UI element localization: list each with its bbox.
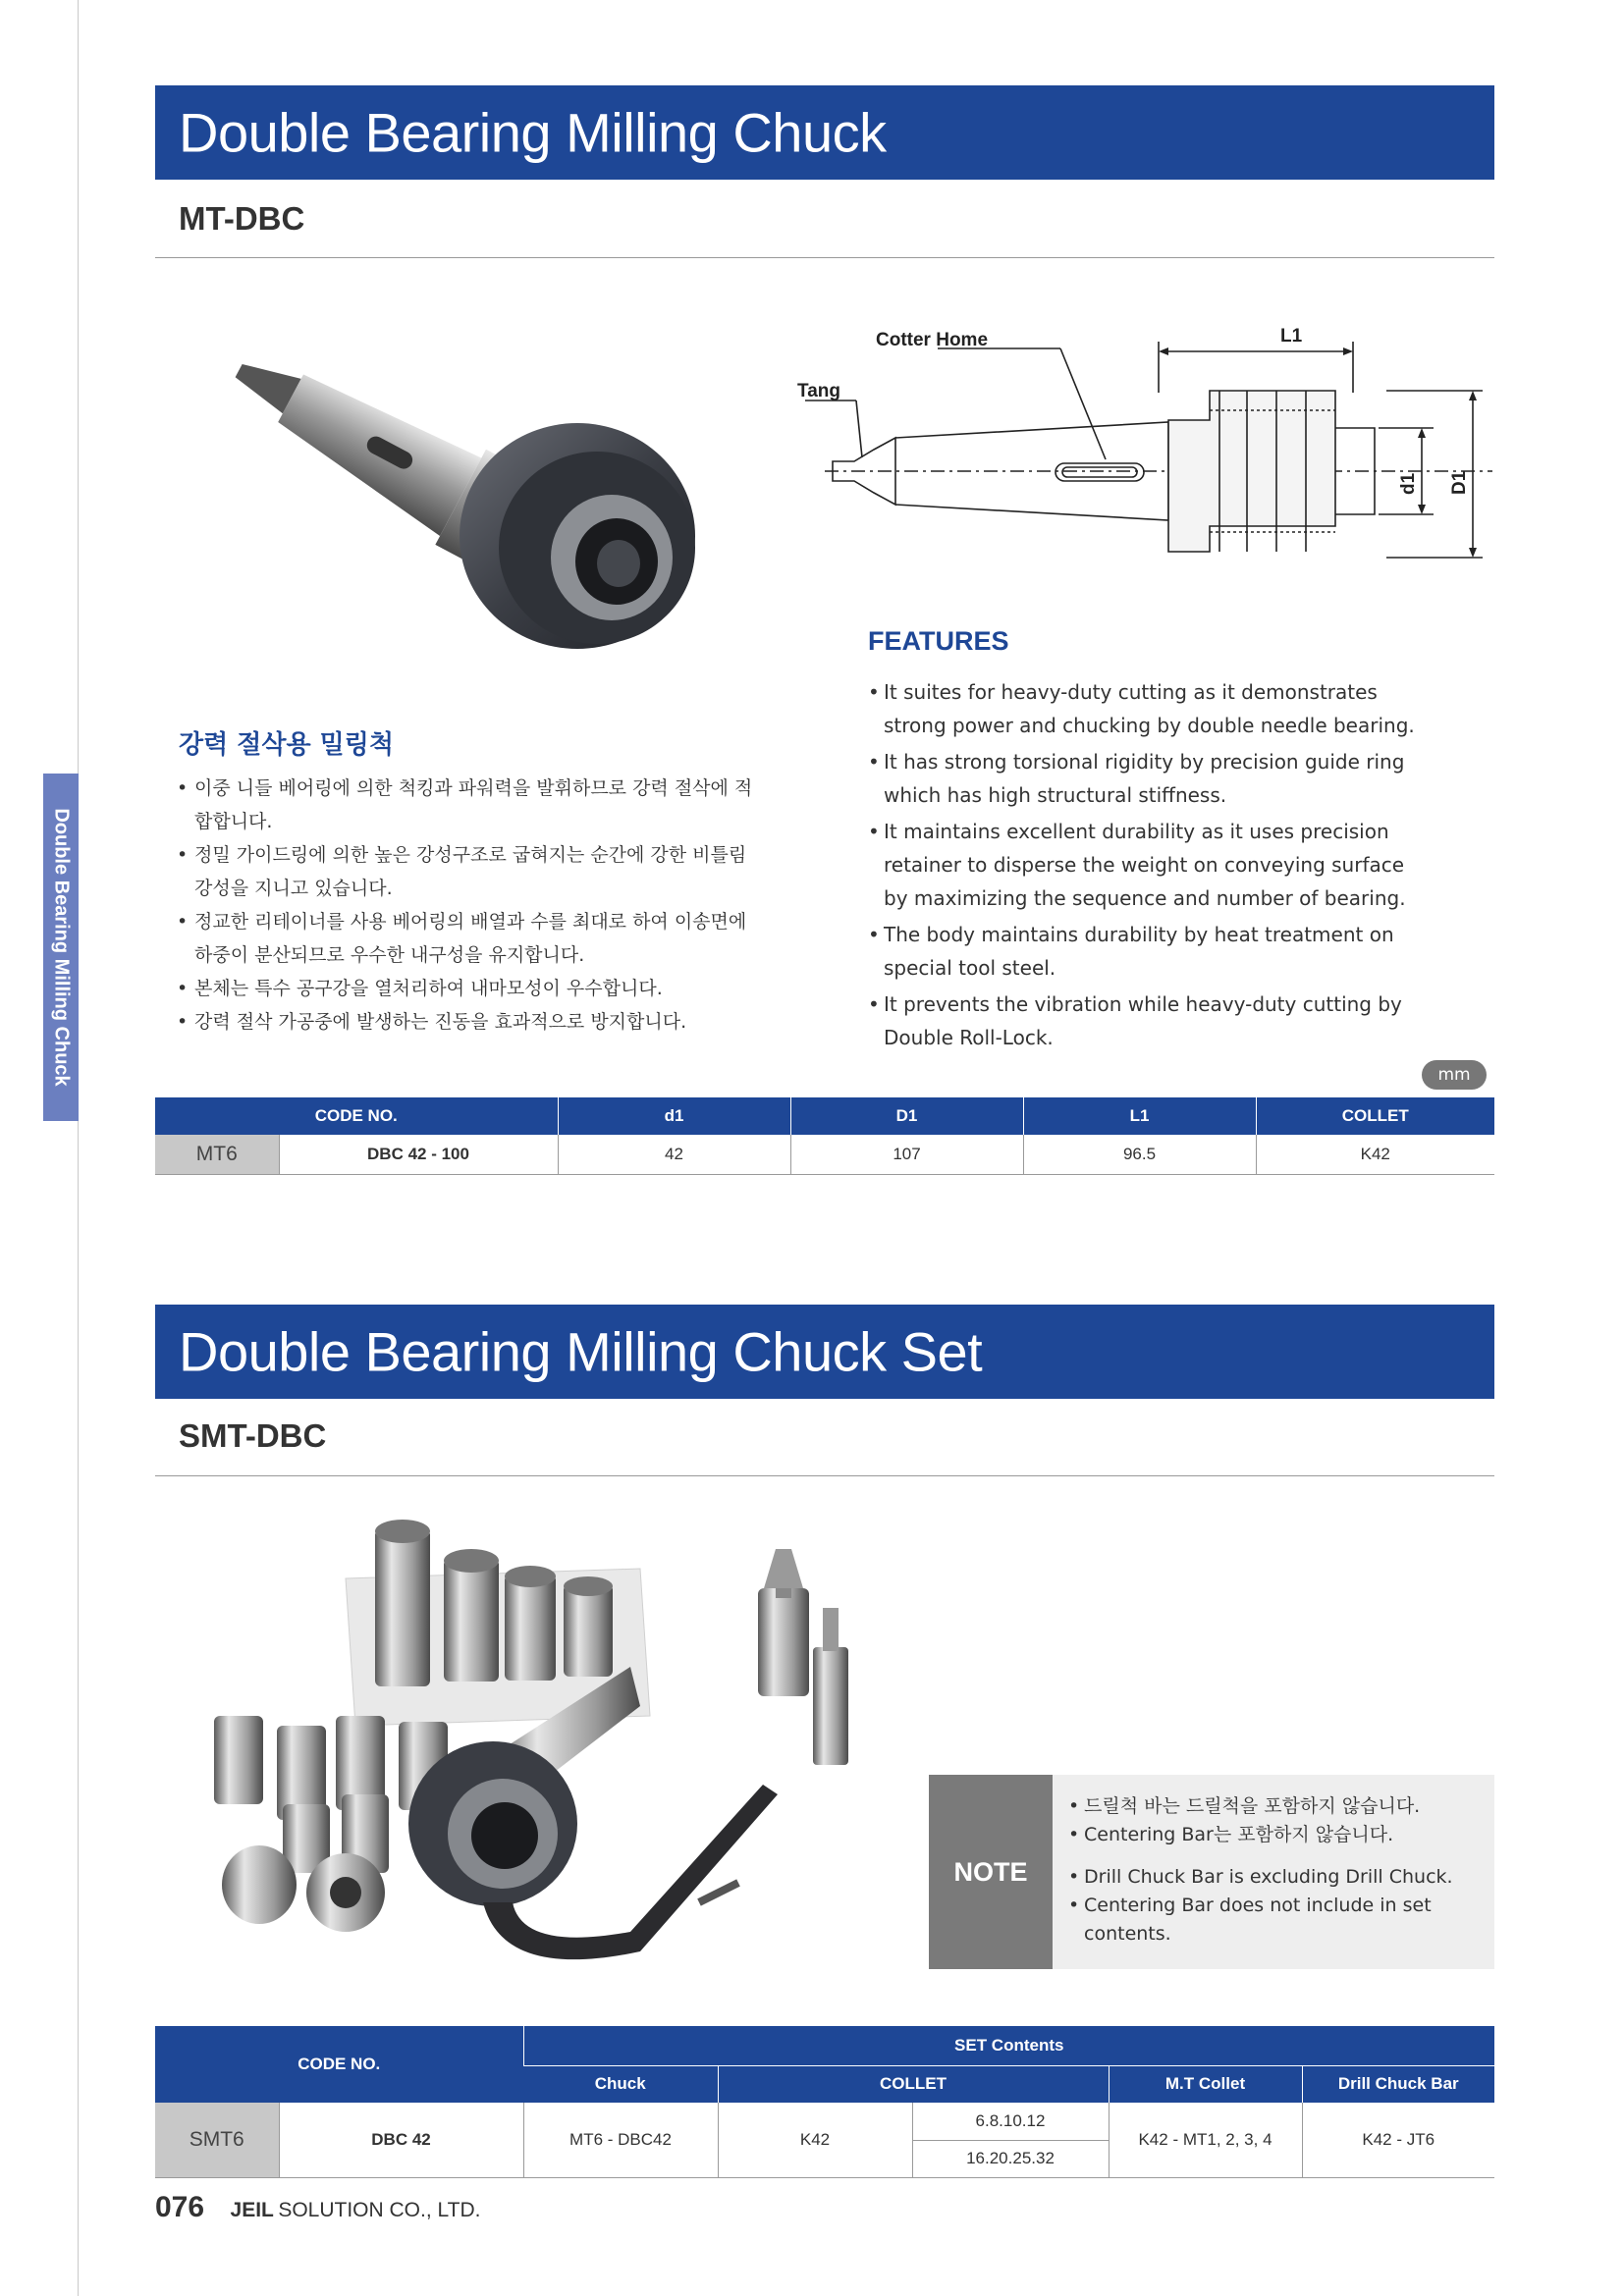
set-collet-sizes-2: 16.20.25.32: [912, 2140, 1109, 2177]
korean-feature-item: • 강력 절삭 가공중에 발생하는 진동을 효과적으로 방지합니다.: [177, 1005, 766, 1039]
korean-feature-item: • 본체는 특수 공구강을 열처리하여 내마모성이 우수합니다.: [177, 972, 766, 1005]
spec-code: DBC 42 - 100: [279, 1135, 558, 1174]
spec-header-d1: d1: [558, 1097, 790, 1135]
set-chuck: MT6 - DBC42: [523, 2103, 718, 2177]
section1-title-bar: [155, 85, 1494, 180]
footer-brand: JEIL: [230, 2199, 274, 2221]
korean-feature-item: • 이중 니들 베어링에 의한 척킹과 파워력을 발휘하므로 강력 절삭에 적합합니다.: [177, 772, 766, 838]
footer-company: SOLUTION CO., LTD.: [278, 2199, 481, 2221]
unit-badge: mm: [1422, 1060, 1487, 1090]
table-row: [155, 2103, 1494, 2140]
set-collet: K42: [718, 2103, 912, 2177]
set-header-chuck: Chuck: [523, 2065, 718, 2103]
set-series: SMT6: [155, 2103, 279, 2177]
set-header-collet: COLLET: [718, 2065, 1109, 2103]
spec-d1: 42: [558, 1135, 790, 1174]
spec-collet: K42: [1256, 1135, 1494, 1174]
spec-header-L1: L1: [1023, 1097, 1256, 1135]
note-item: • 드릴척 바는 드릴척을 포함하지 않습니다.: [1068, 1792, 1481, 1821]
feature-item: • It maintains excellent durability as it uses precision retainer to disperse the weight on conveying surface by maximizing the sequence and number of bearing.: [868, 815, 1418, 915]
spec-series: MT6: [155, 1135, 279, 1174]
section1-divider: [155, 257, 1494, 258]
features-list: [868, 675, 1418, 1057]
side-tab-label: Double Bearing Milling Chuck: [50, 808, 73, 1087]
feature-item: • It has strong torsional rigidity by precision guide ring which has high structural stiffness.: [868, 745, 1418, 812]
korean-features-list: [177, 772, 766, 1039]
chuck-product-photo: [165, 291, 734, 703]
page-footer: [155, 2191, 480, 2224]
set-contents-table: [155, 2026, 1494, 2178]
spec-D1: 107: [790, 1135, 1023, 1174]
feature-item: • The body maintains durability by heat treatment on special tool steel.: [868, 918, 1418, 985]
note-item: • Drill Chuck Bar is excluding Drill Chuck.: [1068, 1863, 1481, 1892]
l1-dimension-label: L1: [1280, 326, 1303, 347]
spec-header-D1: D1: [790, 1097, 1023, 1135]
features-heading: FEATURES: [868, 626, 1009, 656]
spec-L1: 96.5: [1023, 1135, 1256, 1174]
set-header-code: CODE NO.: [155, 2026, 523, 2103]
tang-label: Tang: [797, 381, 840, 401]
D1-dimension-label: D1: [1449, 470, 1470, 495]
spec-header-collet: COLLET: [1256, 1097, 1494, 1135]
page-margin-line: [78, 0, 79, 2296]
table-row: [155, 1135, 1494, 1174]
korean-feature-item: • 정밀 가이드링에 의한 높은 강성구조로 굽혀지는 순간에 강한 비틀림 강성을 지니고 있습니다.: [177, 838, 766, 905]
d1-dimension-label: d1: [1398, 472, 1419, 495]
korean-heading: 강력 절삭용 밀링척: [179, 730, 395, 760]
korean-feature-item: • 정교한 리테이너를 사용 베어링의 배열과 수를 최대로 하여 이송면에 하중이 분산되므로 우수한 내구성을 유지합니다.: [177, 905, 766, 972]
section1-title: Double Bearing Milling Chuck: [179, 101, 887, 164]
note-list: [1068, 1792, 1481, 1949]
spec-header-code: CODE NO.: [155, 1097, 558, 1135]
feature-item: • It suites for heavy-duty cutting as it demonstrates strong power and chucking by double needle bearing.: [868, 675, 1418, 742]
feature-item: • It prevents the vibration while heavy-duty cutting by Double Roll-Lock.: [868, 988, 1418, 1054]
chuck-set-photo: [189, 1490, 876, 1981]
section2-title-bar: [155, 1305, 1494, 1399]
set-header-mt-collet: M.T Collet: [1109, 2065, 1302, 2103]
set-header-drill-chuck-bar: Drill Chuck Bar: [1302, 2065, 1494, 2103]
chuck-technical-drawing: [785, 312, 1492, 607]
spec-table: [155, 1097, 1494, 1175]
note-label: NOTE: [929, 1775, 1053, 1969]
section2-model: SMT-DBC: [179, 1417, 327, 1454]
set-collet-sizes-1: 6.8.10.12: [912, 2103, 1109, 2140]
note-item: • Centering Bar does not include in set contents.: [1068, 1892, 1481, 1949]
set-code: DBC 42: [279, 2103, 523, 2177]
note-item: • Centering Bar는 포함하지 않습니다.: [1068, 1821, 1481, 1849]
note-box: [929, 1775, 1494, 1969]
set-header-contents: SET Contents: [523, 2026, 1494, 2065]
page-number: 076: [155, 2191, 205, 2223]
section2-divider: [155, 1475, 1494, 1476]
set-mt-collet: K42 - MT1, 2, 3, 4: [1109, 2103, 1302, 2177]
section1-model: MT-DBC: [179, 200, 305, 237]
set-drill-chuck-bar: K42 - JT6: [1302, 2103, 1494, 2177]
section2-title: Double Bearing Milling Chuck Set: [179, 1320, 983, 1383]
cotter-home-label: Cotter Home: [876, 330, 989, 350]
